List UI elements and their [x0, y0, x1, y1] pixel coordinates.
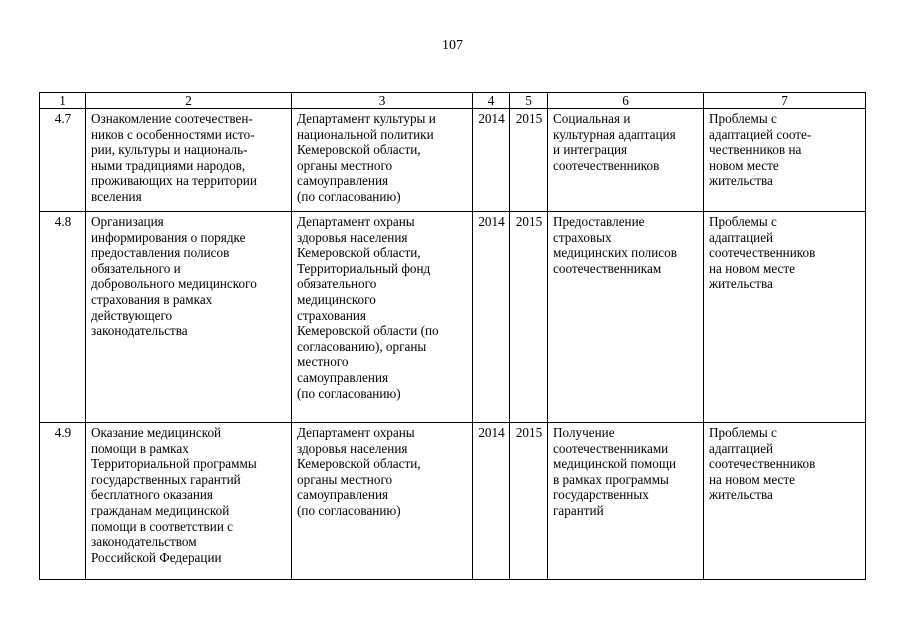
risk-cell [704, 423, 866, 580]
text-line: (по согласованию) [297, 385, 401, 401]
text-line: Проблемы с [709, 425, 777, 440]
table-row [40, 423, 866, 580]
text-line: здоровья населения [297, 440, 408, 456]
text-line: гражданам медицинской [91, 502, 230, 518]
column-header: 1 [40, 93, 86, 109]
table-row [40, 212, 866, 423]
text-line: государственных гарантий [91, 471, 241, 487]
text-line: согласованию), органы [297, 338, 427, 354]
text-line: ными традициями народов, [91, 157, 246, 173]
column-header: 6 [548, 93, 704, 109]
text-line: на новом месте [709, 471, 795, 487]
text-line: адаптацией [709, 440, 774, 456]
text-line: государственных [553, 487, 649, 503]
text-line: предоставления полисов [91, 245, 230, 261]
activity-cell [86, 212, 292, 423]
text-line: законодательством [91, 534, 197, 550]
text-line: органы местного [297, 471, 393, 487]
text-line: в рамках программы [553, 471, 669, 487]
text-line: соотечественниками [553, 440, 669, 456]
text-line: национальной политики [297, 126, 434, 142]
page-number: 107 [442, 38, 463, 53]
text-line: Организация [91, 214, 164, 229]
text-line: жительства [709, 276, 773, 292]
text-line: помощи в рамках [91, 440, 189, 456]
text-line: помощи в соответствии с [91, 518, 234, 534]
column-header: 7 [704, 93, 866, 109]
text-line: страхования в рамках [91, 291, 213, 307]
risk-cell [704, 212, 866, 423]
result-cell [548, 212, 704, 423]
text-line: Департамент культуры и [297, 111, 436, 126]
activity-cell [86, 109, 292, 212]
column-header: 2 [86, 93, 292, 109]
text-line: органы местного [297, 157, 393, 173]
end-year: 2015 [510, 212, 548, 423]
text-line: обязательного и [91, 260, 181, 276]
column-header: 4 [473, 93, 510, 109]
text-line: вселения [91, 188, 142, 204]
text-line: здоровья населения [297, 229, 408, 245]
text-line: Проблемы с [709, 214, 777, 229]
text-line: рии, культуры и националь- [91, 142, 248, 158]
start-year: 2014 [473, 423, 510, 580]
text-line: адаптацией сооте- [709, 126, 812, 142]
text-line: действующего [91, 307, 173, 323]
item-number: 4.8 [40, 212, 86, 423]
executors-cell [292, 212, 473, 423]
text-line: и интеграция [553, 142, 628, 158]
start-year: 2014 [473, 212, 510, 423]
text-line: страховых [553, 229, 612, 245]
text-line: гарантий [553, 502, 604, 518]
text-line: медицинских полисов [553, 245, 677, 261]
text-line: Кемеровской области, [297, 142, 421, 158]
result-cell [548, 423, 704, 580]
text-line: Оказание медицинской [91, 425, 222, 440]
column-header: 3 [292, 93, 473, 109]
text-line: Территориальной программы [91, 456, 257, 472]
start-year: 2014 [473, 109, 510, 212]
text-line: жительства [709, 173, 773, 189]
text-line: Территориальный фонд [297, 260, 431, 276]
text-line: местного [297, 354, 349, 370]
end-year: 2015 [510, 109, 548, 212]
text-line: жительства [709, 487, 773, 503]
text-line: Российской Федерации [91, 549, 222, 565]
text-line: Социальная и [553, 111, 631, 126]
text-line: Получение [553, 425, 615, 440]
text-line: бесплатного оказания [91, 487, 214, 503]
text-line: информирования о порядке [91, 229, 246, 245]
text-line: Кемеровской области, [297, 456, 421, 472]
text-line: самоуправления [297, 487, 389, 503]
text-line: страхования [297, 307, 366, 323]
end-year: 2015 [510, 423, 548, 580]
text-line: проживающих на территории [91, 173, 257, 189]
text-line: Департамент охраны [297, 214, 415, 229]
executors-cell [292, 423, 473, 580]
activity-cell [86, 423, 292, 580]
program-table [39, 92, 866, 580]
executors-cell [292, 109, 473, 212]
text-line: самоуправления [297, 173, 389, 189]
text-line: на новом месте [709, 260, 795, 276]
header-row [40, 93, 866, 109]
text-line: ников с особенностями исто- [91, 126, 255, 142]
text-line: Ознакомление соотечествен- [91, 111, 253, 126]
text-line: Кемеровской области (по [297, 323, 439, 339]
item-number: 4.9 [40, 423, 86, 580]
text-line: Проблемы с [709, 111, 777, 126]
item-number: 4.7 [40, 109, 86, 212]
text-line: соотечественников [709, 456, 816, 472]
text-line: Предоставление [553, 214, 645, 229]
text-line: соотечественников [553, 157, 660, 173]
text-line: Департамент охраны [297, 425, 415, 440]
text-line: чественников на [709, 142, 802, 158]
text-line: медицинской помощи [553, 456, 677, 472]
risk-cell [704, 109, 866, 212]
text-line: самоуправления [297, 369, 389, 385]
text-line: (по согласованию) [297, 502, 401, 518]
text-line: соотечественникам [553, 260, 662, 276]
text-line: адаптацией [709, 229, 774, 245]
text-line: добровольного медицинского [91, 276, 257, 292]
text-line: культурная адаптация [553, 126, 676, 142]
text-line: обязательного [297, 276, 377, 292]
text-line: законодательства [91, 323, 188, 339]
table-row [40, 109, 866, 212]
result-cell [548, 109, 704, 212]
text-line: (по согласованию) [297, 188, 401, 204]
text-line: новом месте [709, 157, 779, 173]
text-line: Кемеровской области, [297, 245, 421, 261]
text-line: медицинского [297, 291, 376, 307]
column-header: 5 [510, 93, 548, 109]
text-line: соотечественников [709, 245, 816, 261]
